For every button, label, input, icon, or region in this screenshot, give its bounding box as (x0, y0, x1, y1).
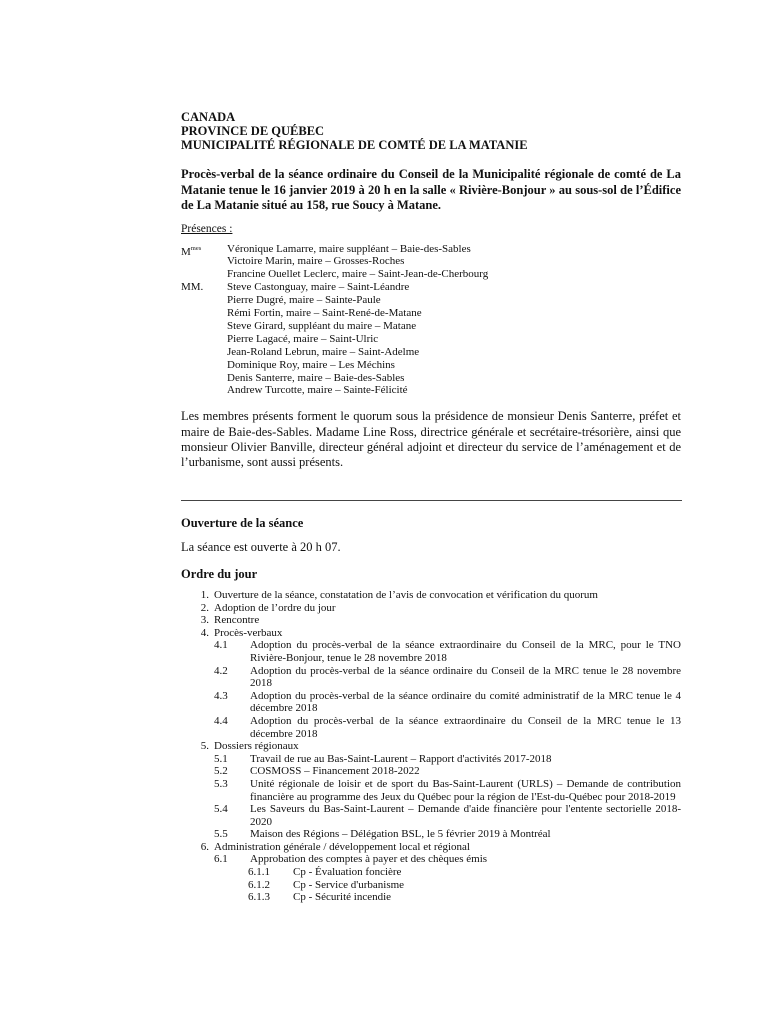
agenda-item-number: 2. (200, 601, 209, 614)
minutes-section (181, 516, 681, 904)
attendee-name: Francine Ouellet Leclerc, maire – Saint-Jean-de-Cherbourg (227, 268, 489, 281)
attendee-name: Steve Castonguay, maire – Saint-Léandre (227, 281, 410, 294)
agenda-item (181, 866, 681, 879)
agenda-item (181, 665, 681, 690)
agenda-item-number: 5.1 (214, 752, 228, 765)
attendee-name: Andrew Turcotte, maire – Sainte-Félicité (227, 384, 408, 397)
attendee-name: Véronique Lamarre, maire suppléant – Baie-des-Sables (227, 242, 471, 255)
agenda-item-number: 5.4 (214, 803, 228, 816)
document-body (181, 110, 681, 470)
agenda-item-number: 4.2 (214, 664, 228, 677)
agenda-item-text: Adoption du procès-verbal de la séance ordinaire du comité administratif de la MRC tenue le 4 décembre 2018 (250, 689, 681, 715)
attendance-prefix-mm: MM. (181, 281, 204, 294)
agenda-item-number: 4.1 (214, 639, 228, 652)
attendee-name: Jean-Roland Lebrun, maire – Saint-Adelme (227, 345, 420, 358)
section-divider (181, 500, 682, 501)
agenda-item-number: 6.1.3 (248, 891, 270, 904)
agenda-item-text: Administration générale / développement local et régional (214, 840, 470, 853)
agenda-item-number: 5.5 (214, 828, 228, 841)
agenda-item-text: Adoption du procès-verbal de la séance ordinaire du Conseil de la MRC tenue le 28 novembre 2018 (250, 664, 681, 690)
header-country: CANADA (181, 110, 236, 124)
agenda-item-text: Adoption du procès-verbal de la séance extraordinaire du Conseil de la MRC, pour le TNO Rivière-Bonjour, tenue le 28 novembre 2018 (250, 639, 681, 664)
agenda-item (181, 879, 681, 892)
agenda-item (181, 715, 681, 740)
attendance-names-mmes (227, 243, 488, 282)
attendee-name: Pierre Lagacé, maire – Saint-Ulric (227, 332, 379, 345)
agenda-item-text: Cp - Évaluation foncière (293, 866, 402, 879)
agenda-item-number: 6.1.1 (248, 866, 270, 879)
agenda-item-number: 3. (200, 614, 209, 627)
agenda-item (181, 627, 681, 640)
presences-label: Présences : (181, 222, 233, 235)
agenda-heading: Ordre du jour (181, 567, 258, 581)
agenda-item (181, 690, 681, 715)
agenda-item (181, 803, 681, 828)
agenda-item (181, 602, 681, 615)
agenda-item (181, 614, 681, 627)
agenda-item-text: Procès-verbaux (214, 626, 283, 639)
attendance-group-mmes (181, 243, 681, 282)
agenda-item-number: 6.1.2 (248, 878, 270, 891)
agenda-item (181, 853, 681, 866)
attendee-name: Dominique Roy, maire – Les Méchins (227, 358, 395, 371)
agenda-item-text: Dossiers régionaux (214, 740, 299, 753)
agenda-item-number: 5.3 (214, 777, 228, 790)
agenda-item-text: Approbation des comptes à payer et des chèques émis (250, 853, 488, 866)
agenda-item-text: Adoption de l’ordre du jour (214, 601, 336, 614)
agenda-item-text: Maison des Régions – Délégation BSL, le 5 février 2019 à Montréal (250, 828, 551, 841)
agenda-item-number: 5.2 (214, 765, 228, 778)
attendance-names-mm (227, 281, 422, 397)
agenda-item-number: 6. (200, 840, 209, 853)
opening-text: La séance est ouverte à 20 h 07. (181, 540, 341, 554)
agenda-item (181, 765, 681, 778)
attendee-name: Rémi Fortin, maire – Saint-René-de-Matane (227, 307, 422, 320)
attendee-name: Denis Santerre, maire – Baie-des-Sables (227, 371, 405, 384)
attendee-name: Pierre Dugré, maire – Sainte-Paule (227, 294, 381, 307)
agenda-item-number: 4. (200, 626, 209, 639)
attendance-prefix-mmes (181, 243, 227, 282)
agenda-item-text: Cp - Sécurité incendie (293, 891, 392, 904)
agenda-item-text: Cp - Service d'urbanisme (293, 878, 405, 891)
agenda-item (181, 891, 681, 904)
agenda-item-text: Adoption du procès-verbal de la séance extraordinaire du Conseil de la MRC tenue le 13 décembre 2018 (250, 714, 681, 740)
header-province: PROVINCE DE QUÉBEC (181, 124, 325, 138)
agenda-item-text: Rencontre (214, 614, 260, 627)
agenda-item-text: Les Saveurs du Bas-Saint-Laurent – Demande d'aide financière pour l'entente sectorielle 2018-2020 (250, 803, 681, 828)
agenda-item-number: 5. (200, 740, 209, 753)
document-title: Procès-verbal de la séance ordinaire du Conseil de la Municipalité régionale de comté de La Matanie tenue le 16 janvier 2019 à 20 h en la salle « Rivière-Bonjour » au sous-sol de l’Édifice de La Matanie situé au 158, rue Soucy à Matane. (181, 167, 681, 212)
agenda-item (181, 740, 681, 753)
attendee-name: Victoire Marin, maire – Grosses-Roches (227, 255, 405, 268)
agenda-item (181, 841, 681, 854)
agenda-item-text: Ouverture de la séance, constatation de l’avis de convocation et vérification du quorum (214, 589, 598, 601)
attendance-group-mm (181, 281, 681, 397)
prefix-text: M (181, 245, 191, 258)
agenda-item-number: 6.1 (214, 853, 228, 866)
opening-heading: Ouverture de la séance (181, 516, 304, 530)
agenda-item-text: Travail de rue au Bas-Saint-Laurent – Rapport d'activités 2017-2018 (250, 752, 552, 765)
agenda-item-number: 4.3 (214, 689, 228, 702)
agenda-list (181, 589, 681, 904)
prefix-superscript: mes (190, 244, 202, 252)
agenda-item (181, 778, 681, 803)
agenda-item (181, 589, 681, 602)
agenda-item-number: 4.4 (214, 714, 228, 727)
agenda-item-number: 1. (200, 589, 209, 601)
attendee-name: Steve Girard, suppléant du maire – Matane (227, 319, 417, 332)
attendance-list (181, 243, 681, 398)
agenda-item (181, 828, 681, 841)
agenda-item-text: COSMOSS – Financement 2018-2022 (250, 765, 420, 778)
quorum-paragraph: Les membres présents forment le quorum sous la présidence de monsieur Denis Santerre, préfet et maire de Baie-des-Sables. Madame Line Ross, directrice générale et secrétaire-trésorière, ainsi que monsieur Olivier Banville, directeur général adjoint et directeur du service de l’aménagement et de l’urbanisme, sont aussi présents. (181, 409, 681, 469)
agenda-item (181, 639, 681, 664)
agenda-item (181, 753, 681, 766)
agenda-item-text: Unité régionale de loisir et de sport du Bas-Saint-Laurent (URLS) – Demande de contribution financière au programme des Jeux du Québec pour la région de l'Est-du-Québec pour 2018-2019 (250, 777, 681, 803)
header-municipality: MUNICIPALITÉ RÉGIONALE DE COMTÉ DE LA MATANIE (181, 138, 528, 152)
